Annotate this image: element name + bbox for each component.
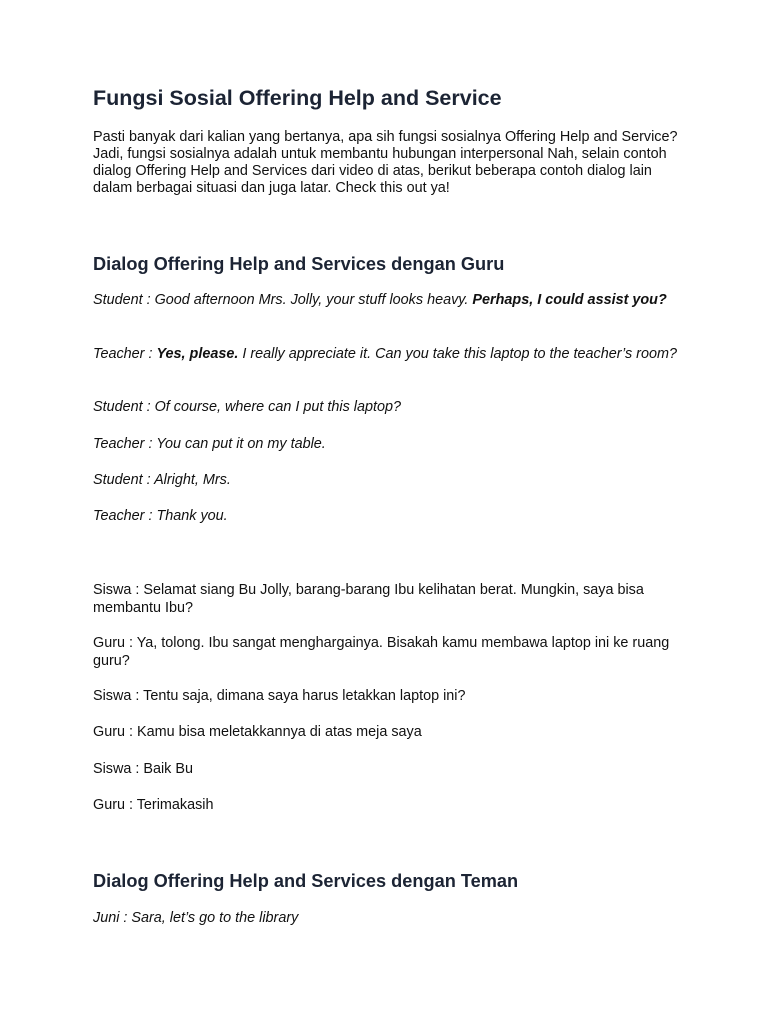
- page-title: Fungsi Sosial Offering Help and Service: [93, 86, 502, 110]
- dialog-line-id-1: Siswa : Selamat siang Bu Jolly, barang-barang Ibu kelihatan berat. Mungkin, saya bisa membantu Ibu?: [93, 582, 644, 616]
- dialog-line-en-teman-1: Juni : Sara, let’s go to the library: [93, 910, 299, 926]
- dialog-line-en-1: Student : Good afternoon Mrs. Jolly, your stuff looks heavy. Perhaps, I could assist you?: [93, 292, 667, 308]
- dialog-line-en-5: Student : Alright, Mrs.: [93, 472, 231, 488]
- dialog-line-id-2: Guru : Ya, tolong. Ibu sangat menghargainya. Bisakah kamu membawa laptop ini ke ruang guru?: [93, 635, 670, 669]
- dialog-line-id-4: Guru : Kamu bisa meletakkannya di atas meja saya: [93, 724, 422, 740]
- dialog-line-id-6: Guru : Terimakasih: [93, 797, 214, 813]
- intro-paragraph: Pasti banyak dari kalian yang bertanya, apa sih fungsi sosialnya Offering Help and Service? Jadi, fungsi sosialnya adalah untuk membantu hubungan interpersonal Nah, selain contoh dialog Offering Help and Services dari video di atas, berikut beberapa contoh dialog lain dalam berbagai situasi dan juga latar. Check this out ya!: [93, 129, 678, 196]
- section-heading-guru: Dialog Offering Help and Services dengan Guru: [93, 254, 505, 274]
- dialog-line-id-3: Siswa : Tentu saja, dimana saya harus letakkan laptop ini?: [93, 688, 466, 704]
- dialog-line-en-2: Teacher : Yes, please. I really appreciate it. Can you take this laptop to the teacher’s room?: [93, 346, 677, 362]
- dialog-line-en-4: Teacher : You can put it on my table.: [93, 436, 326, 452]
- section-heading-teman: Dialog Offering Help and Services dengan Teman: [93, 871, 519, 891]
- document-page: [93, 0, 683, 1024]
- dialog-line-en-6: Teacher : Thank you.: [93, 508, 228, 524]
- dialog-line-id-5: Siswa : Baik Bu: [93, 761, 193, 777]
- dialog-line-en-3: Student : Of course, where can I put this laptop?: [93, 399, 401, 415]
